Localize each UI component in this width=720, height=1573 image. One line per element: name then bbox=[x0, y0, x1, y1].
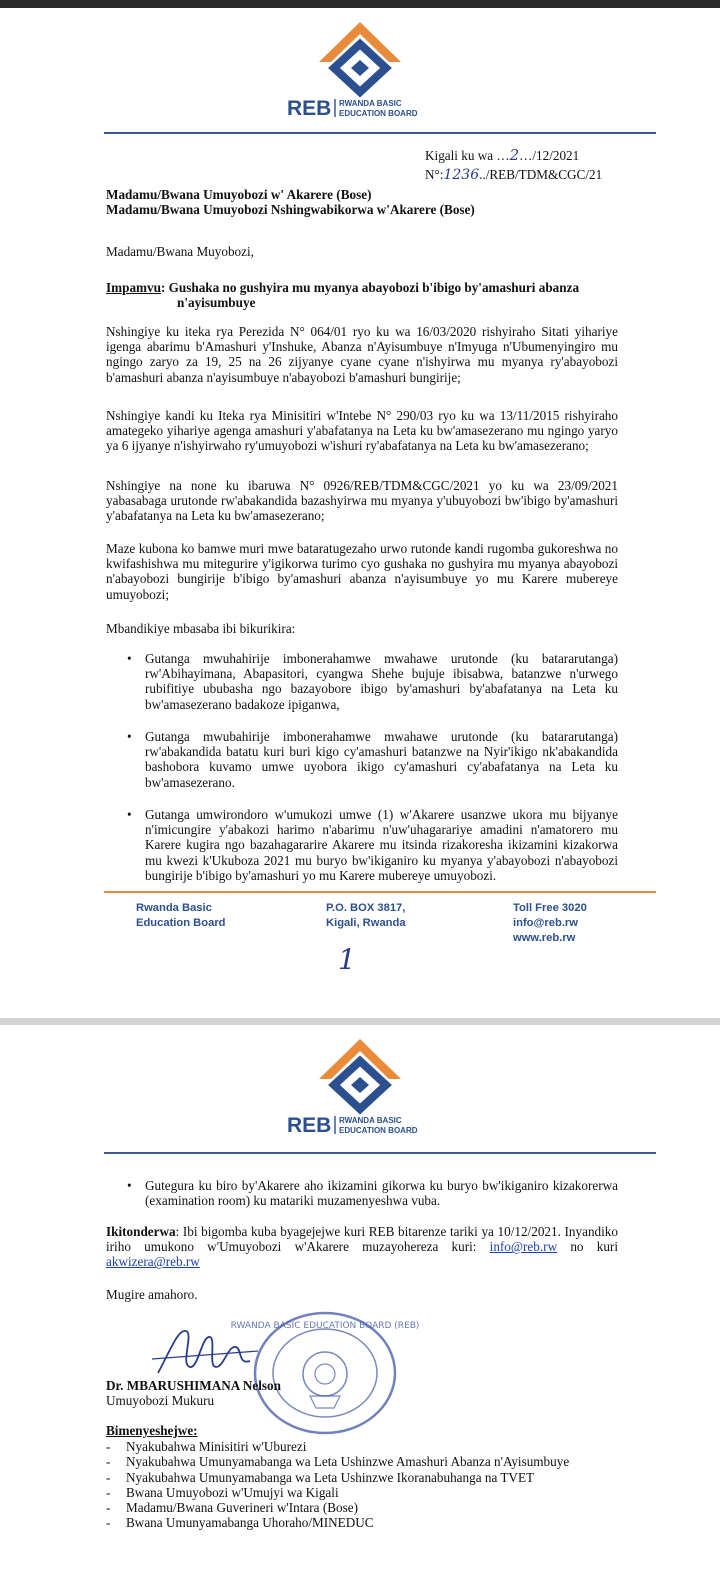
signature bbox=[150, 1321, 260, 1381]
header-rule-page-2 bbox=[104, 1152, 656, 1154]
reb-logo bbox=[0, 20, 720, 120]
cc-list bbox=[106, 1439, 626, 1531]
email-link-akwizera[interactable]: akwizera@reb.rw bbox=[106, 1254, 200, 1270]
footer-rule bbox=[104, 891, 656, 893]
request-bullet-2: • Gutanga mwubahirije imbonerahamwe mwahawe urutonde (ku batararutanga) rw'abakandida batatu kuri buri kigo cy'amashuri batanzwe na Nyir'ikigo nk'abakandida bashobora kuvamo umwe uyobora ikigo cy'amashuri cy'abafatanya na Leta ku bw'amasezerano. bbox=[145, 729, 618, 790]
cc-item: - Bwana Umuyobozi w'Umujyi wa Kigali bbox=[106, 1485, 626, 1500]
recipient-line-1: Madamu/Bwana Umuyobozi w' Akarere (Bose) bbox=[106, 187, 372, 202]
footer-address: P.O. BOX 3817, Kigali, Rwanda bbox=[326, 902, 406, 929]
note-paragraph: Ikitonderwa: Ibi bigomba kuba byagejejwe kuri REB bitarenze tariki ya 10/12/2021. Inyandiko iriho umukono w'Umuyobozi w'Akarere muzayohereza kuri: info@reb.rw no kuri akwizera@reb.rw bbox=[106, 1224, 618, 1270]
logo-line-1: RWANDA BASIC bbox=[339, 99, 402, 108]
subject-line-1: Impamvu: Gushaka no gushyira mu myanya abayobozi b'ibigo by'amashuri abanza bbox=[106, 280, 580, 295]
cc-item: - Bwana Umunyamabanga Uhoraho/MINEDUC bbox=[106, 1515, 626, 1530]
note-label: Ikitonderwa bbox=[106, 1224, 176, 1239]
reb-logo-page-2 bbox=[0, 1037, 720, 1137]
logo-word: REB bbox=[287, 1114, 332, 1137]
paragraph-3: Nshingiye na none ku ibaruwa N° 0926/REB/TDM&CGC/2021 yo ku wa 23/09/2021 yabasabaga urutonde rw'abakandida bazashyirwa mu myanya y'ubuyobozi bw'ibigo by'amashuri y'abafatanya na Leta ku bw'amasezerano; bbox=[106, 478, 618, 524]
salutation: Madamu/Bwana Muyobozi, bbox=[106, 244, 254, 259]
cc-item: - Nyakubahwa Umunyamabanga wa Leta Ushinzwe Amashuri Abanza n'Ayisumbuye bbox=[106, 1454, 626, 1469]
seal-text: RWANDA BASIC EDUCATION BOARD (REB) bbox=[230, 1321, 420, 1331]
logo-word: REB bbox=[287, 97, 332, 120]
email-link-info[interactable]: info@reb.rw bbox=[489, 1239, 558, 1255]
cc-item: - Madamu/Bwana Guverineri w'Intara (Bose) bbox=[106, 1500, 626, 1515]
subject-label: Impamvu bbox=[106, 280, 161, 295]
signatory-name: Dr. MBARUSHIMANA Nelson bbox=[106, 1378, 281, 1393]
window-top-bar bbox=[0, 0, 720, 8]
cc-label: Bimenyeshejwe: bbox=[106, 1423, 198, 1438]
cc-item: - Nyakubahwa Minisitiri w'Uburezi bbox=[106, 1439, 626, 1454]
paragraph-4: Maze kubona ko bamwe muri mwe bataratugezaho urwo rutonde kandi rugomba gukoreshwa no kwifashishwa mu mitegurire y'igikorwa turimo cyo gushaka no gushyira mu myanya abayobozi n'abayobozi bungirije b'ibigo by'amashuri abanza n'ayisumbuye yo mu Karere mubereye umuyobozi; bbox=[106, 541, 618, 602]
logo-line-1: RWANDA BASIC bbox=[339, 1116, 402, 1125]
request-bullet-3: • Gutanga umwirondoro w'umukozi umwe (1) w'Akarere usanzwe ukora mu bijyanye n'imicungire y'abakozi harimo n'abarimu n'uw'uhagarariye amadini n'amatorero mu Karere kugira ngo bazahagararire Akarere mu itsinda rizakoresha ikizamini kizakorwa mu kwezi k'Ukuboza 2021 mu buryo bw'ikiganiro ku myanya y'abayobozi n'abayobozi bungirije b'ibigo by'amashuri yo mu Karere mubereye umuyobozi. bbox=[145, 807, 618, 883]
header-rule bbox=[104, 132, 656, 134]
letter-page-1 bbox=[0, 8, 720, 1018]
official-seal bbox=[230, 1308, 420, 1438]
signatory-title: Umuyobozi Mukuru bbox=[106, 1393, 215, 1408]
request-bullet-1: • Gutanga mwuhahirije imbonerahamwe mwahawe urutonde (ku batararutanga) rw'Abihayimana, Abapasitori, cyangwa Shehe bujuje ibisabwa, batanzwe n'urwego rubifitiye ububasha ngo bazayobore ibigo by'amashuri by'abafatanya na Leta ku bw'amasezerano badakoze ipiganwa, bbox=[145, 651, 618, 712]
handwritten-page-mark: 1 bbox=[338, 943, 356, 976]
footer-org: Rwanda Basic Education Board bbox=[136, 902, 226, 929]
letter-date: Kigali ku wa …2…/12/2021 bbox=[425, 146, 580, 164]
closing: Mugire amahoro. bbox=[106, 1287, 198, 1302]
footer-contact: Toll Free 3020 info@reb.rw www.reb.rw bbox=[513, 902, 587, 944]
subject-line-2: n'ayisumbuye bbox=[177, 295, 256, 310]
letter-page-2 bbox=[0, 1025, 720, 1573]
cc-item: - Nyakubahwa Umunyamabanga wa Leta Ushinzwe Ikoranabuhanga na TVET bbox=[106, 1470, 626, 1485]
letter-reference: N°:1236../REB/TDM&CGC/21 bbox=[425, 167, 603, 183]
request-bullet-4: • Gutegura ku biro by'Akarere aho ikizamini gikorwa ku buryo bw'ikiganiro kizakorerwa (examination room) ku matariki muzamenyeshwa vuba. bbox=[145, 1178, 618, 1208]
recipient-line-2: Madamu/Bwana Umuyobozi Nshingwabikorwa w'Akarere (Bose) bbox=[106, 202, 475, 217]
request-intro: Mbandikiye mbasaba ibi bikurikira: bbox=[106, 621, 296, 636]
paragraph-1: Nshingiye ku iteka rya Perezida N° 064/01 ryo ku wa 16/03/2020 rishyiraho Sitati yihariye igenga abarimu b'Amashuri y'Inshuke, Abanza n'Ayisumbuye n'Imyuga n'Ubumenyingiro mu ngingo zaryo za 19, 25 na 26 zijyanye cyane cyane n'ishyirwa mu myanya ry'abayobozi b'amashuri abanza n'ayisumbuye n'abayobozi b'amashuri bungirije; bbox=[106, 324, 618, 385]
paragraph-2: Nshingiye kandi ku Iteka rya Minisitiri w'Intebe N° 290/03 ryo ku wa 13/11/2015 rishyiraho amategeko yihariye agenga amashuri y'abafatanya na Leta ku bw'amasezerano mu ngingo yaryo ya 6 ijyanye n'ishyirwaho ry'umuyobozi w'ishuri ry'abafatanya na Leta ku bw'amasezerano; bbox=[106, 408, 618, 454]
logo-line-2: EDUCATION BOARD bbox=[339, 1126, 418, 1135]
logo-line-2: EDUCATION BOARD bbox=[339, 109, 418, 118]
